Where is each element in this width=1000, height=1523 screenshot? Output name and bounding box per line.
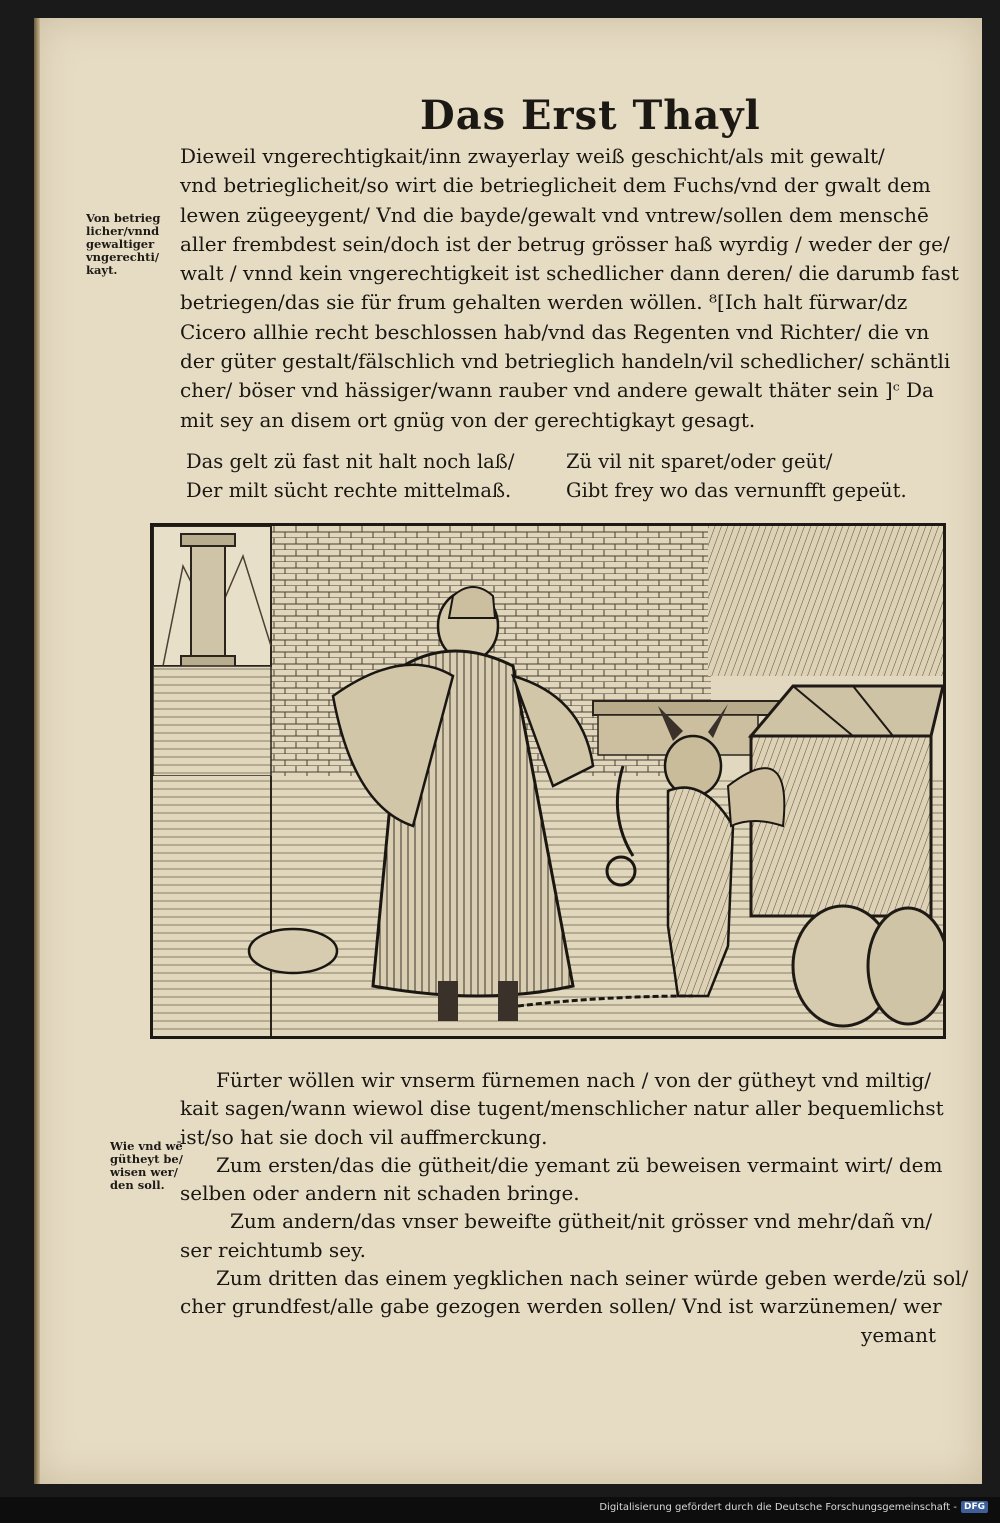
money-sack — [868, 908, 943, 1024]
margin-note-line: Von betrieg — [86, 211, 161, 225]
text-line: vnd betrieglicheit/so wirt die betrieglicheit dem Fuchs/vnd der gwalt dem — [180, 173, 931, 198]
margin-note-line: kayt. — [86, 263, 118, 277]
text-line: Dieweil vngerechtigkait/inn zwayerlay weiß geschicht/als mit gewalt/ — [180, 144, 885, 168]
verse-line: Zü vil nit sparet/oder geüt/ — [566, 450, 833, 473]
verse-right-column — [566, 447, 946, 505]
verse-line: Gibt frey wo das vernunfft gepeüt. — [566, 479, 907, 502]
text-line: cher/ böser vnd hässiger/wann rauber vnd andere gewalt thäter sein ]ᶜ Da — [180, 378, 934, 403]
text-line: der güter gestalt/fälschlich vnd betrieglich handeln/vil schedlicher/ schäntli — [180, 349, 951, 374]
page-gutter-edge — [34, 18, 40, 1484]
text-line: Fürter wöllen wir vnserm fürnemen nach / von der gütheyt vnd miltig/ — [216, 1068, 932, 1092]
margin-note-how-kindness-shown — [110, 1140, 190, 1192]
verse-left-column — [186, 447, 546, 505]
margin-note-line: Wie vnd wē — [110, 1139, 183, 1153]
text-line: Zum andern/das vnser beweifte gütheit/nit grösser vnd mehr/dañ vn/ — [230, 1209, 933, 1234]
hat-on-floor — [249, 929, 337, 973]
margin-note-line: gütheyt be/ — [110, 1152, 183, 1166]
text-line: kait sagen/wann wiewol dise tugent/menschlicher natur aller bequemlichst — [180, 1096, 944, 1121]
text-line: Zum dritten das einem yegklichen nach seiner würde geben werde/zü sol/ — [216, 1266, 969, 1291]
text-line: aller frembdest sein/doch ist der betrug grösser haß wyrdig / weder der ge/ — [180, 231, 950, 256]
brick-wall-right — [708, 526, 943, 676]
treasure-chest — [751, 736, 931, 916]
text-line: selben oder andern nit schaden bringe. — [180, 1181, 580, 1206]
margin-note-line: licher/vnnd — [86, 224, 160, 238]
margin-note-line: gewaltiger — [86, 237, 155, 251]
margin-note-line: vngerechti/ — [86, 250, 160, 264]
text-line: ist/so hat sie doch vil auffmerckung. — [180, 1124, 548, 1149]
verse-line: Der milt sücht rechte mittelmaß. — [186, 479, 512, 502]
text-line: mit sey an disem ort gnüg von der gerechtigkayt gesagt. — [180, 407, 756, 432]
credit-text: Digitalisierung gefördert durch die Deutsche Forschungsgemeinschaft - — [599, 1501, 957, 1513]
digitization-credit — [599, 1501, 988, 1513]
dfg-logo: DFG — [961, 1501, 988, 1513]
margin-note-line: den soll. — [110, 1178, 165, 1192]
running-head: Das Erst Thayl — [420, 92, 761, 139]
paragraph-justice — [180, 142, 960, 435]
margin-note-line: wisen wer/ — [110, 1165, 178, 1179]
text-line: lewen zügeeygent/ Vnd die bayde/gewalt vnd vntrew/sollen dem menschē — [180, 202, 929, 227]
text-line: ser reichtumb sey. — [180, 1237, 367, 1262]
margin-note-deceitful-injustice — [86, 212, 182, 277]
catchword: yemant — [861, 1322, 936, 1347]
stone-column — [191, 544, 225, 664]
chest-lid — [751, 686, 943, 736]
text-line: Zum ersten/das die gütheit/die yemant zü beweisen vermaint wirt/ dem — [216, 1152, 943, 1177]
text-line: cher grundfest/alle gabe gezogen werden sollen/ Vnd ist warzünemen/ wer — [180, 1294, 942, 1319]
verse-line: Das gelt zü fast nit halt noch laß/ — [186, 450, 515, 473]
paragraph-kindness — [180, 1066, 969, 1349]
counting-table — [593, 701, 793, 715]
text-line: betriegen/das sie für frum gehalten werden wöllen. ⁸[Ich halt fürwar/dz — [180, 290, 908, 315]
text-line: walt / vnnd kein vngerechtigkeit ist schedlicher dann deren/ die darumb fast — [180, 261, 959, 286]
woodcut-miser-and-devil — [153, 526, 943, 1036]
woodcut-illustration — [150, 523, 946, 1039]
text-line: Cicero allhie recht beschlossen hab/vnd das Regenten vnd Richter/ die vn — [180, 319, 930, 344]
